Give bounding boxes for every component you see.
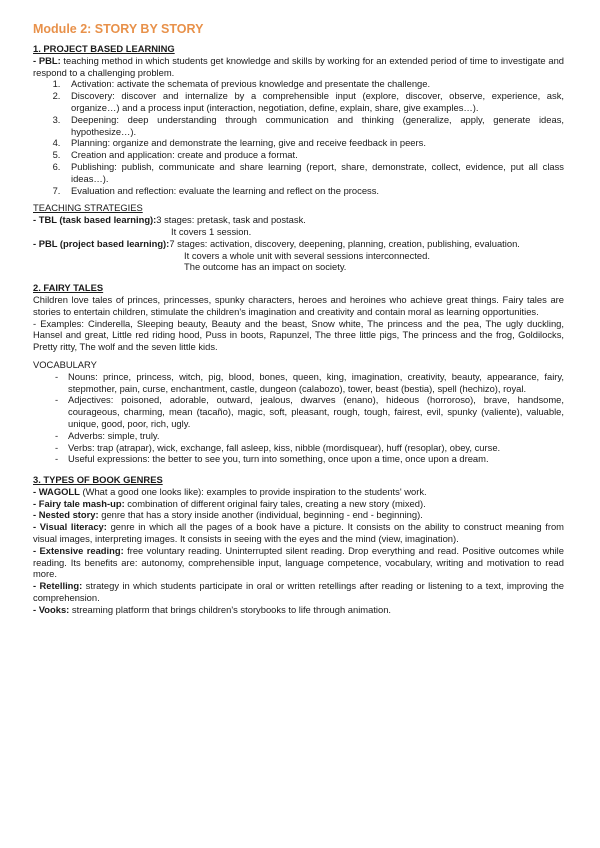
genre-visual-literacy: [33, 521, 564, 545]
genre-mash-up: [33, 498, 564, 510]
list-item: 1. Activation: activate the schemata of previous knowledge and presentate the challenge.: [63, 78, 564, 90]
genre-term: - Vooks:: [33, 603, 70, 615]
fairy-tales-intro: Children love tales of princes, princesses, spunky characters, heroes and heroines who achieve great things. Fairy tales are stories to entertain children, stimulate the children's imagination and creativity and contain moral as learning opportunities.: [33, 293, 564, 317]
pbl-strategy-line-3: The outcome has an impact on society.: [184, 261, 347, 273]
tbl-strategy: [33, 214, 564, 238]
list-item: 2. Discovery: discover and internalize by a comprehensible input (explore, discover, observe, experience, ask, organize…) and a process input (interaction, negotiation, define, explain, share, give examples…).: [63, 90, 564, 114]
pbl-strategy-text: 7 stages: activation, discovery, deepening, planning, creation, publishing, evaluation.: [169, 237, 520, 249]
section-3-heading: 3. TYPES OF BOOK GENRES: [33, 474, 163, 486]
list-item: 5. Creation and application: create and produce a format.: [63, 149, 564, 161]
list-item: - Nouns: prince, princess, witch, pig, blood, bones, queen, king, imagination, creativity, beauty, appearance, fairy, stepmother, pain, curse, enchantment, castle, dungeon (calabozo), tower, beast (bestia), spell (hechizo), royal.: [55, 371, 564, 395]
document-page: [33, 22, 564, 616]
genre-text: genre in which all the pages of a book have a picture. It consists on the ability to construct meaning from visual images, interpreting images. It consists in seeing with the eyes and the mind (view, imagination).: [33, 521, 564, 545]
tbl-line-2: It covers 1 session.: [171, 225, 252, 237]
document-title: Module 2: STORY BY STORY: [33, 22, 204, 36]
list-item: - Adjectives: poisoned, adorable, outward, jealous, dwarves (enano), hideous (horroroso), brave, handsome, courageous, charming, mean (tacaño), magic, soft, pleasant, rough, tough, fairest, evil, spunky (valiente), valuable, unique, good, poor, rich, ugly.: [55, 394, 564, 429]
fairy-tales-examples: - Examples: Cinderella, Sleeping beauty, Beauty and the beast, Snow white, The princess and the pea, The ugly duckling, Hansel and great, Little red riding hood, Puss in boots, Rapunzel, The three little pigs, The princess and the frog, Goldilocks, Pretty ritty, The wolf and the seven little kids.: [33, 317, 564, 353]
genre-vooks: [33, 604, 564, 616]
genre-text: streaming platform that brings children's storybooks to life through animation.: [69, 603, 392, 615]
genre-term: - Extensive reading:: [33, 544, 124, 556]
genre-nested-story: [33, 509, 564, 521]
vocabulary-heading: VOCABULARY: [33, 358, 97, 370]
genre-term: - Retelling:: [33, 580, 83, 592]
list-item: - Adverbs: simple, truly.: [55, 430, 564, 442]
list-item: - Verbs: trap (atrapar), wick, exchange, fall asleep, kiss, nibble (mordisquear), huff (resoplar), obey, curse.: [55, 442, 564, 454]
genre-text: strategy in which students participate in oral or written retellings after reading or listening to a text, improving the comprehension.: [33, 580, 564, 604]
genre-term: - Visual literacy:: [33, 521, 107, 533]
genre-term: - WAGOLL: [33, 485, 80, 497]
genre-wagoll: [33, 486, 564, 498]
genre-term: - Nested story:: [33, 509, 99, 521]
genre-text: free voluntary reading. Uninterrupted silent reading. Drop everything and read. Positive outcomes while reading. Its benefits are: autonomy, comprehensible input, language competence, vocabulary, writing and motivation to read more.: [33, 544, 564, 580]
pbl-strategy: [33, 238, 564, 273]
list-item: - Useful expressions: the better to see you, turn into something, once upon a time, once upon a dream.: [55, 453, 564, 465]
section-2-heading: 2. FAIRY TALES: [33, 282, 104, 294]
pbl-definition: [33, 55, 564, 79]
genre-extensive-reading: [33, 545, 564, 580]
section-1-heading: 1. PROJECT BASED LEARNING: [33, 43, 175, 54]
list-item: 7. Evaluation and reflection: evaluate the learning and reflect on the process.: [63, 185, 564, 197]
tbl-term: - TBL (task based learning):: [33, 214, 157, 226]
pbl-strategy-line-2: It covers a whole unit with several sessions interconnected.: [184, 249, 430, 261]
genre-text: (What a good one looks like): examples to provide inspiration to the students' work.: [79, 485, 427, 497]
genre-retelling: [33, 580, 564, 604]
pbl-term: - PBL:: [33, 54, 61, 66]
vocabulary-list: [33, 371, 564, 465]
genre-text: genre that has a story inside another (individual, beginning - end - beginning).: [98, 509, 423, 521]
genre-text: combination of different original fairy tales, creating a new story (mixed).: [124, 497, 426, 509]
pbl-steps-list: [33, 78, 564, 196]
list-item: 3. Deepening: deep understanding through communication and thinking (generalize, apply, generate ideas, hypothesize…).: [63, 114, 564, 138]
list-item: 6. Publishing: publish, communicate and share learning (report, share, demonstrate, collect, evidence, put all class ideas…).: [63, 161, 564, 185]
tbl-text: 3 stages: pretask, task and postask.: [156, 214, 306, 226]
teaching-strategies-heading: TEACHING STRATEGIES: [33, 202, 143, 214]
pbl-text: teaching method in which students get knowledge and skills by working for an extended period of time to investigate and respond to a challenging problem.: [33, 54, 564, 78]
pbl-strategy-term: - PBL (project based learning):: [33, 237, 170, 249]
genre-term: - Fairy tale mash-up:: [33, 497, 125, 509]
list-item: 4. Planning: organize and demonstrate the learning, give and receive feedback in peers.: [63, 137, 564, 149]
